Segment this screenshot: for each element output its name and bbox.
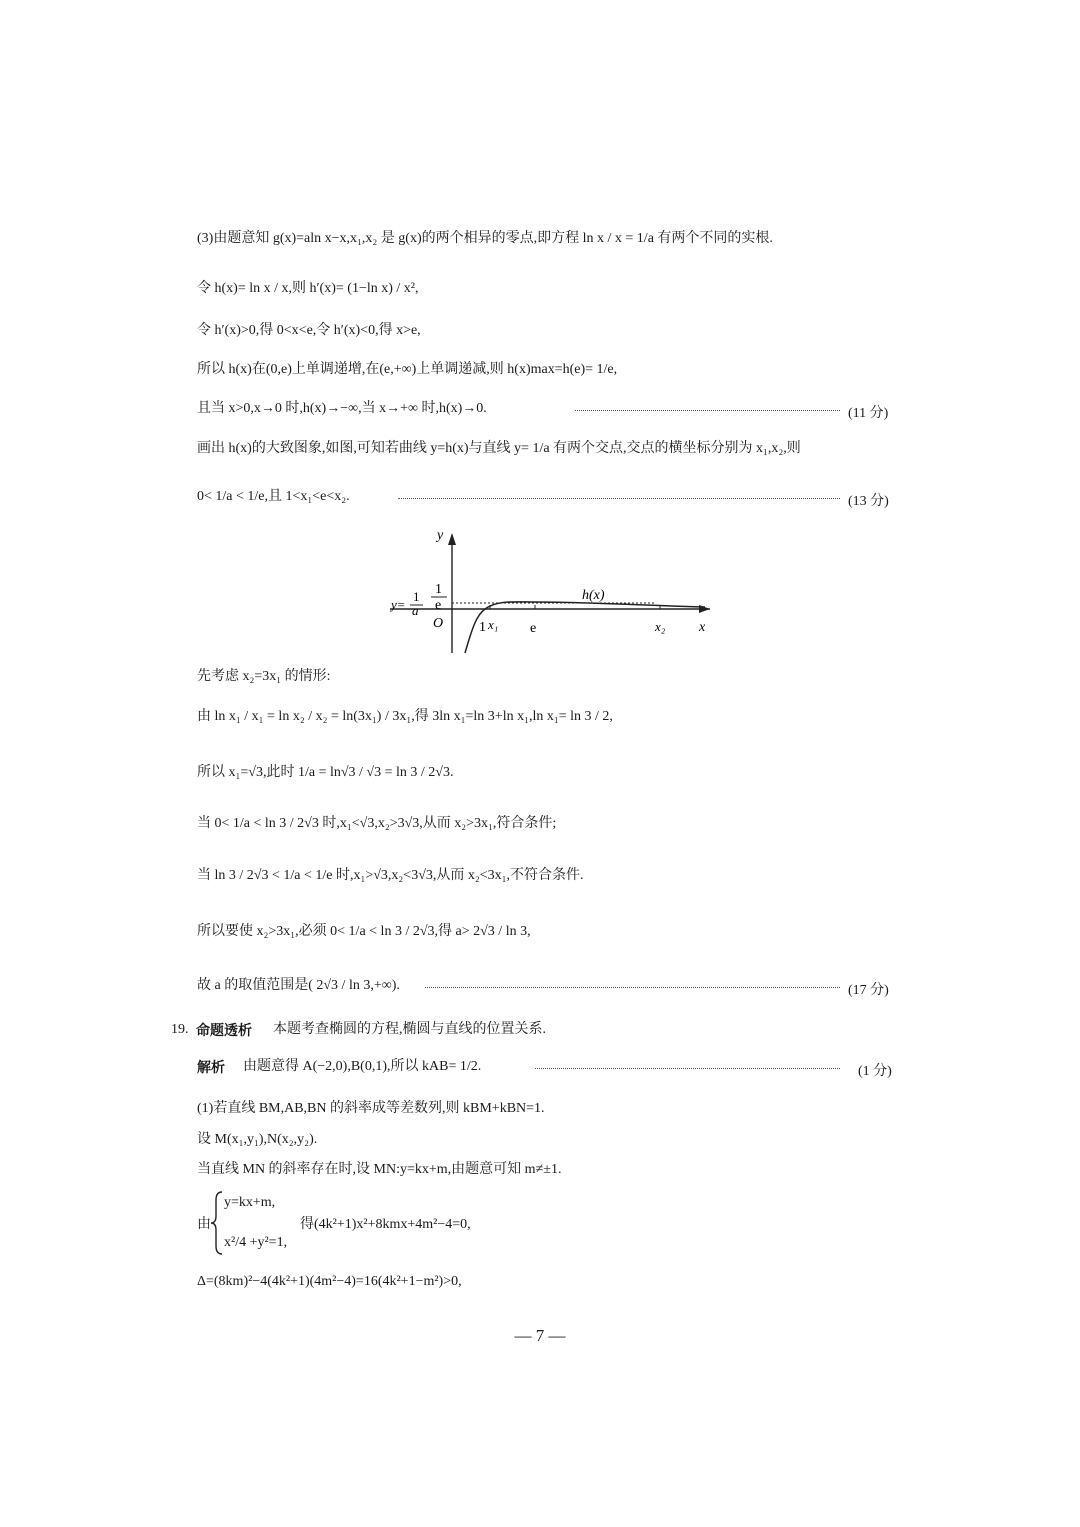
- origin-label: O: [433, 616, 444, 631]
- line-den: a: [412, 603, 419, 618]
- inv-e-den: e: [435, 598, 442, 613]
- step-7: 故 a 的取值范围是( 2√3 / ln 3,+∞).: [197, 978, 400, 993]
- leader-dots: [575, 410, 840, 411]
- part3-line1: (3)由题意知 g(x)=aln x−x,x₁,x₂ 是 g(x)的两个相异的零点,即方程 ln x / x = 1/a 有两个不同的实根.: [197, 231, 773, 246]
- step-4: 当 0< 1/a < ln 3 / 2√3 时,x₁<√3,x₂>3√3,从而 x₂>3x₁,符合条件;: [197, 816, 557, 831]
- step-2: 由 ln x₁ / x₁ = ln x₂ / x₂ = ln(3x₁) / 3x₁,得 3ln x₁=ln 3+ln x₁,ln x₁= ln 3 / 2,: [197, 709, 613, 724]
- solution-heading: 解析: [197, 1059, 225, 1075]
- q19-line-mn: 当直线 MN 的斜率存在时,设 MN:y=kx+m,由题意可知 m≠±1.: [197, 1162, 562, 1177]
- one-label: 1: [479, 620, 486, 635]
- step-5: 当 ln 3 / 2√3 < 1/a < 1/e 时,x₁>√3,x₂<3√3,从而 x₂<3x₁,不符合条件.: [197, 868, 584, 883]
- y-axis-label: y: [437, 528, 444, 543]
- q19-part1: (1)若直线 BM,AB,BN 的斜率成等差数列,则 kBM+kBN=1.: [197, 1101, 545, 1116]
- q19-heading: 命题透析: [196, 1022, 252, 1038]
- system-prefix: 由: [197, 1217, 211, 1232]
- e-label: e: [530, 621, 537, 636]
- score-11: (11 分): [848, 406, 889, 421]
- part3-line4: 所以 h(x)在(0,e)上单调递增,在(e,+∞)上单调递减,则 h(x)max=h(e)= 1/e,: [197, 362, 618, 377]
- y-axis-arrow: [448, 533, 456, 545]
- line-prefix: y=: [391, 597, 406, 612]
- part3-line5: 且当 x>0,x→0 时,h(x)→−∞,当 x→+∞ 时,h(x)→0.: [197, 401, 487, 416]
- leader-dots: [425, 987, 840, 988]
- system-eq2: x²/4 +y²=1,: [224, 1235, 288, 1250]
- part3-line2: 令 h(x)= ln x / x,则 h′(x)= (1−ln x) / x²,: [197, 281, 419, 296]
- solution-line1: 由题意得 A(−2,0),B(0,1),所以 kAB= 1/2.: [243, 1059, 482, 1074]
- q19-number: 19.: [171, 1022, 189, 1037]
- function-graph: [385, 525, 720, 660]
- page-number: — 7 —: [514, 1326, 566, 1345]
- part3-line3: 令 h′(x)>0,得 0<x<e,令 h′(x)<0,得 x>e,: [197, 323, 421, 338]
- score-1: (1 分): [858, 1064, 892, 1079]
- inv-e-num: 1: [435, 582, 442, 597]
- score-13: (13 分): [848, 494, 889, 509]
- x1-label: x₁: [488, 617, 499, 632]
- system-result: 得(4k²+1)x²+8kmx+4m²−4=0,: [300, 1217, 471, 1232]
- leader-dots: [535, 1068, 840, 1069]
- x2-label: x₂: [655, 619, 666, 634]
- part3-line7: 0< 1/a < 1/e,且 1<x₁<e<x₂.: [197, 489, 350, 504]
- q19-points: 设 M(x₁,y₁),N(x₂,y₂).: [197, 1132, 318, 1147]
- system-eq1: y=kx+m,: [224, 1195, 276, 1210]
- step-6: 所以要使 x₂>3x₁,必须 0< 1/a < ln 3 / 2√3,得 a> 2√3 / ln 3,: [197, 924, 531, 939]
- system-brace: [210, 1190, 224, 1256]
- step-3: 所以 x₁=√3,此时 1/a = ln√3 / √3 = ln 3 / 2√3.: [197, 765, 454, 780]
- step-1: 先考虑 x₂=3x₁ 的情形:: [197, 669, 331, 684]
- curve-label: h(x): [582, 588, 605, 603]
- leader-dots: [398, 498, 840, 499]
- line-num: 1: [413, 589, 420, 604]
- part3-line6: 画出 h(x)的大致图象,如图,可知若曲线 y=h(x)与直线 y= 1/a 有两个交点,交点的横坐标分别为 x₁,x₂,则: [197, 441, 801, 456]
- q19-intro: 本题考查椭圆的方程,椭圆与直线的位置关系.: [273, 1022, 546, 1037]
- score-17: (17 分): [848, 983, 889, 998]
- discriminant-line: Δ=(8km)²−4(4k²+1)(4m²−4)=16(4k²+1−m²)>0,: [197, 1274, 462, 1289]
- x-axis-label: x: [699, 620, 706, 635]
